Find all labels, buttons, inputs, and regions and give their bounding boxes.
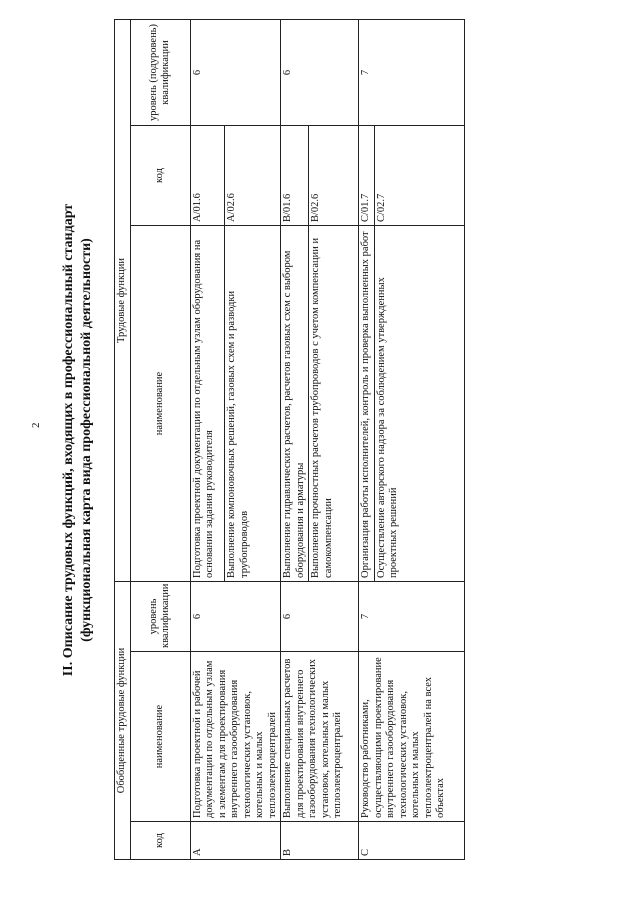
function-a2-code: A/02.6 <box>225 126 281 226</box>
header-function-code: код <box>130 126 190 226</box>
title-line-2: (функциональная карта вида профессиональной деятельности) <box>79 238 94 642</box>
name-b: Выполнение специальных расчетов для проектирования внутреннего газооборудования технологических установок, котельных и малых теплоэлектроцентралей <box>281 652 359 822</box>
code-b: B <box>281 822 359 860</box>
function-b2-code: B/02.6 <box>309 126 359 226</box>
function-c2-name: Осуществление авторского надзора за соблюдением утвержденных проектных решений <box>374 226 464 582</box>
level-a: 6 <box>190 582 281 652</box>
table-row-a1 <box>190 19 225 859</box>
table-row-c1 <box>359 19 375 859</box>
header-labor: Трудовые функции <box>115 19 131 581</box>
header-function-level: уровень (подуровень) квалификации <box>130 19 190 125</box>
header-level: уровень квалификации <box>130 582 190 652</box>
header-function-name: наименование <box>130 226 190 582</box>
function-a-level: 6 <box>190 19 281 125</box>
name-c: Руководство работниками, осуществляющими проектирование внутреннего газооборудования технологических установок, котельных и малых теплоэлектроцентралей на всех объектах <box>359 652 465 822</box>
function-b1-name: Выполнение гидравлических расчетов, расчетов газовых схем с выбором оборудования и арматуры <box>281 226 309 582</box>
title-line-1: II. Описание трудовых функций, входящих в профессиональный стандарт <box>61 203 76 677</box>
section-title <box>60 20 96 860</box>
function-b1-code: B/01.6 <box>281 126 309 226</box>
code-a: A <box>190 822 281 860</box>
function-c1-name: Организация работы исполнителей, контроль и проверка выполненных работ <box>359 226 375 582</box>
functional-map-table <box>114 19 465 860</box>
header-row-2 <box>130 19 190 859</box>
table-row-b1 <box>281 19 309 859</box>
function-a1-code: A/01.6 <box>190 126 225 226</box>
level-c: 7 <box>359 582 465 652</box>
function-c-level: 7 <box>359 19 465 125</box>
function-a1-name: Подготовка проектной документации по отдельным узлам оборудования на основании задания руководителя <box>190 226 225 582</box>
header-generalized: Обобщенные трудовые функции <box>115 582 131 860</box>
level-b: 6 <box>281 582 359 652</box>
header-row-1 <box>115 19 131 859</box>
function-c2-code: C/02.7 <box>374 126 464 226</box>
function-a2-name: Выполнение компоновочных решений, газовых схем и разводки трубопроводов <box>225 226 281 582</box>
name-a: Подготовка проектной и рабочей документации по отдельным узлам и элементам для проектирования внутреннего газооборудования технологических установок, котельных и малых теплоэлектроцентралей <box>190 652 281 822</box>
page-number: 2 <box>30 422 42 428</box>
function-b-level: 6 <box>281 19 359 125</box>
function-c1-code: C/01.7 <box>359 126 375 226</box>
header-code: код <box>130 822 190 860</box>
header-name: наименование <box>130 652 190 822</box>
code-c: C <box>359 822 465 860</box>
function-b2-name: Выполнение прочностных расчетов трубопроводов с учетом компенсации и самокомпенсации <box>309 226 359 582</box>
rotated-sheet <box>48 20 628 860</box>
